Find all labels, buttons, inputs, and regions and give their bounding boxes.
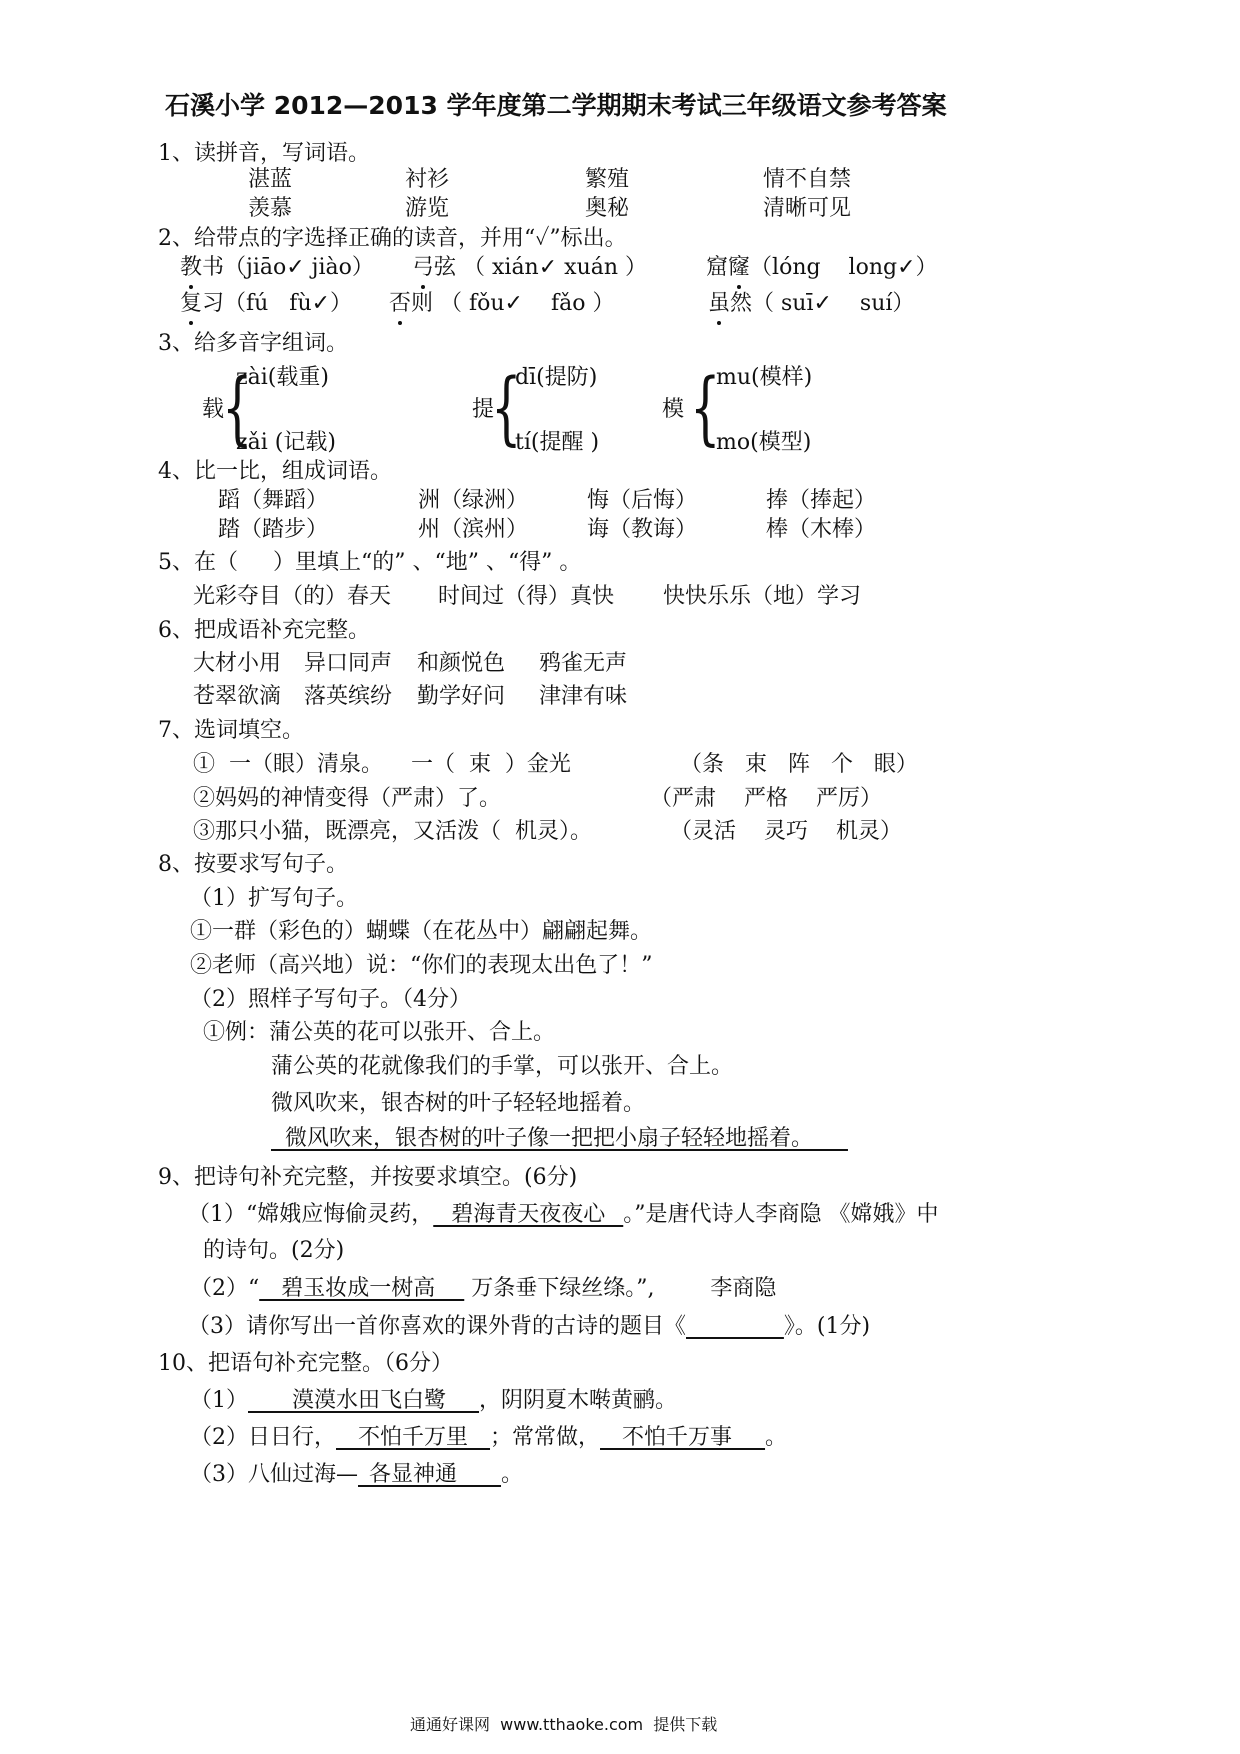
- q9-text: 。”是唐代诗人李商隐 《嫦娥》中: [623, 1202, 939, 1227]
- q9-line: [188, 1201, 939, 1229]
- q3-reading: zài(载重): [236, 365, 329, 390]
- q3-heading: 3、给多音字组词。: [158, 331, 348, 356]
- dotted-char: 弓: [412, 255, 435, 280]
- q10-text: （3）八仙过海—: [190, 1462, 358, 1487]
- q7-options: （灵活 灵巧 机灵）: [670, 819, 902, 844]
- q4-word: 悔（后悔）: [587, 488, 698, 513]
- q3-reading: dī(提防): [515, 365, 598, 390]
- q1-word: 羡慕: [248, 196, 293, 221]
- q4-word: 州（滨州）: [418, 517, 529, 542]
- q6-idiom: 鸦雀无声: [539, 651, 628, 676]
- q3-char: 载: [202, 397, 225, 422]
- q10-text: 。: [765, 1425, 788, 1450]
- q6-idiom: 大材小用: [193, 651, 282, 676]
- q10-line: [190, 1424, 787, 1452]
- q9-text: （3）请你写出一首你喜欢的课外背的古诗的题目《: [188, 1314, 686, 1339]
- q10-text: ；常常做，: [490, 1425, 601, 1450]
- q2-item-rest: 弦 （ xián✓ xuán ）: [434, 255, 648, 280]
- q3-char: 模: [662, 397, 685, 422]
- q9-answer: _碧海青天夜夜心_: [433, 1202, 624, 1227]
- q10-answer: ____漠漠水田飞白鹭___: [248, 1388, 480, 1413]
- q3-char: 提: [472, 397, 495, 422]
- q10-line: [190, 1461, 523, 1489]
- q8-sub: （1）扩写句子。: [190, 886, 358, 911]
- q6-idiom: 津津有味: [539, 684, 628, 709]
- q9-text: 》。(1分): [783, 1314, 871, 1339]
- q2-heading: 2、给带点的字选择正确的读音，并用“✓”标出。: [158, 226, 627, 251]
- q1-word: 繁殖: [585, 167, 630, 192]
- q10-answer: __不怕千万里__: [336, 1425, 491, 1450]
- q3-reading: tí(提醒 ): [515, 430, 600, 455]
- q5-item: 快快乐乐（地）学习: [663, 584, 862, 609]
- q8-heading: 8、按要求写句子。: [158, 852, 348, 877]
- q1-word: 清晰可见: [763, 196, 852, 221]
- q10-text: 。: [501, 1462, 524, 1487]
- q1-word: 湛蓝: [248, 167, 293, 192]
- brace-icon: {: [222, 361, 253, 454]
- dotted-char: 否: [389, 291, 412, 316]
- q10-text: ，阴阴夏木啭黄鹂。: [479, 1388, 678, 1413]
- q2-item-rest: 习（fú fù✓）: [202, 291, 353, 316]
- q8-answer: 微风吹来，银杏树的叶子像一把把小扇子轻轻地摇着。: [271, 1126, 848, 1151]
- q2-item-rest: 然（ suī✓ suí）: [730, 291, 915, 316]
- q10-heading: 10、把语句补充完整。（6分）: [158, 1351, 453, 1376]
- q9-line: [190, 1275, 776, 1303]
- q9-blank: [686, 1314, 784, 1339]
- q8-example: 微风吹来，银杏树的叶子轻轻地摇着。: [271, 1091, 646, 1116]
- q2-item-pre: 窟: [706, 255, 729, 280]
- q2-item-rest: （lóng long✓）: [750, 255, 938, 280]
- q10-answer: _各显神通____: [358, 1462, 502, 1487]
- q7-options: （条 束 阵 个 眼）: [680, 752, 918, 777]
- q9-answer: __碧玉妆成一树高__: [259, 1276, 465, 1301]
- q2-item: [180, 290, 352, 318]
- brace-icon: {: [690, 361, 721, 454]
- q6-heading: 6、把成语补充完整。: [158, 618, 370, 643]
- q1-heading: 1、读拼音，写词语。: [158, 141, 370, 166]
- q2-item: [389, 290, 614, 318]
- q6-idiom: 苍翠欲滴: [193, 684, 282, 709]
- q5-item: 光彩夺目（的）春天: [193, 584, 392, 609]
- q2-item: [706, 254, 938, 282]
- q9-text: （1）“嫦娥应悔偷灵药，: [188, 1202, 434, 1227]
- q2-item-rest: 则 （ fǒu✓ fǎo ）: [411, 291, 615, 316]
- q2-item: [708, 290, 914, 318]
- q6-idiom: 和颜悦色: [417, 651, 506, 676]
- q7-heading: 7、选词填空。: [158, 718, 304, 743]
- q7-line: ③那只小猫，既漂亮，又活泼（ 机灵）。: [193, 819, 592, 844]
- brace-icon: {: [491, 361, 522, 454]
- q4-word: 捧（捧起）: [766, 488, 877, 513]
- q9-line: 的诗句。(2分): [203, 1238, 345, 1263]
- dotted-char: 复: [180, 291, 203, 316]
- q9-text: 万条垂下绿丝绦。”, 李商隐: [464, 1276, 777, 1301]
- q1-word: 情不自禁: [763, 167, 852, 192]
- q8-example: 蒲公英的花就像我们的手掌，可以张开、合上。: [271, 1054, 734, 1079]
- q5-item: 时间过（得）真快: [438, 584, 615, 609]
- q1-word: 奥秘: [585, 196, 630, 221]
- q1-word: 游览: [405, 196, 450, 221]
- dotted-char: 窿: [728, 255, 751, 280]
- q10-answer: __不怕千万事___: [600, 1425, 766, 1450]
- q7-line: ① 一（眼）清泉。 一（ 束 ）金光: [193, 752, 571, 777]
- dotted-char: 教: [180, 255, 203, 280]
- q1-word: 衬衫: [405, 167, 450, 192]
- q8-sentence: ②老师（高兴地）说：“你们的表现太出色了！”: [190, 953, 653, 978]
- q4-word: 棒（木棒）: [766, 517, 877, 542]
- q4-word: 踏（踏步）: [218, 517, 329, 542]
- dotted-char: 虽: [708, 291, 731, 316]
- q6-idiom: 异口同声: [304, 651, 393, 676]
- q5-heading: 5、在（ ）里填上“的” 、“地” 、“得” 。: [158, 550, 582, 575]
- q7-line: ②妈妈的神情变得（严肃）了。: [193, 786, 502, 811]
- q8-sentence: ①一群（彩色的）蝴蝶（在花丛中）翩翩起舞。: [190, 919, 653, 944]
- q6-idiom: 勤学好问: [417, 684, 506, 709]
- q10-line: [190, 1387, 677, 1415]
- q4-heading: 4、比一比，组成词语。: [158, 459, 392, 484]
- q9-text: （2）“: [190, 1276, 260, 1301]
- q4-word: 蹈（舞蹈）: [218, 488, 329, 513]
- q2-item-rest: 书（jiāo✓ jiào）: [202, 255, 374, 280]
- q3-reading: mu(模样): [716, 365, 813, 390]
- q8-sub: （2）照样子写句子。（4分）: [190, 987, 471, 1012]
- q4-word: 洲（绿洲）: [418, 488, 529, 513]
- q10-text: （2）日日行，: [190, 1425, 336, 1450]
- q3-reading: zǎi (记载): [236, 430, 336, 455]
- q8-example: ①例：蒲公英的花可以张开、合上。: [203, 1020, 556, 1045]
- page-title: 石溪小学 2012—2013 学年度第二学期期末考试三年级语文参考答案: [165, 91, 947, 120]
- q9-heading: 9、把诗句补充完整，并按要求填空。(6分): [158, 1165, 578, 1190]
- q6-idiom: 落英缤纷: [304, 684, 393, 709]
- q10-text: （1）: [190, 1388, 248, 1413]
- q9-line: [188, 1313, 870, 1341]
- q2-item: [412, 254, 647, 282]
- q3-reading: mo(模型): [716, 430, 812, 455]
- footer-text: 通通好课网 www.tthaoke.com 提供下载: [410, 1715, 718, 1734]
- q2-item: [180, 254, 374, 282]
- q7-options: （严肃 严格 严厉）: [650, 786, 882, 811]
- q4-word: 诲（教诲）: [587, 517, 698, 542]
